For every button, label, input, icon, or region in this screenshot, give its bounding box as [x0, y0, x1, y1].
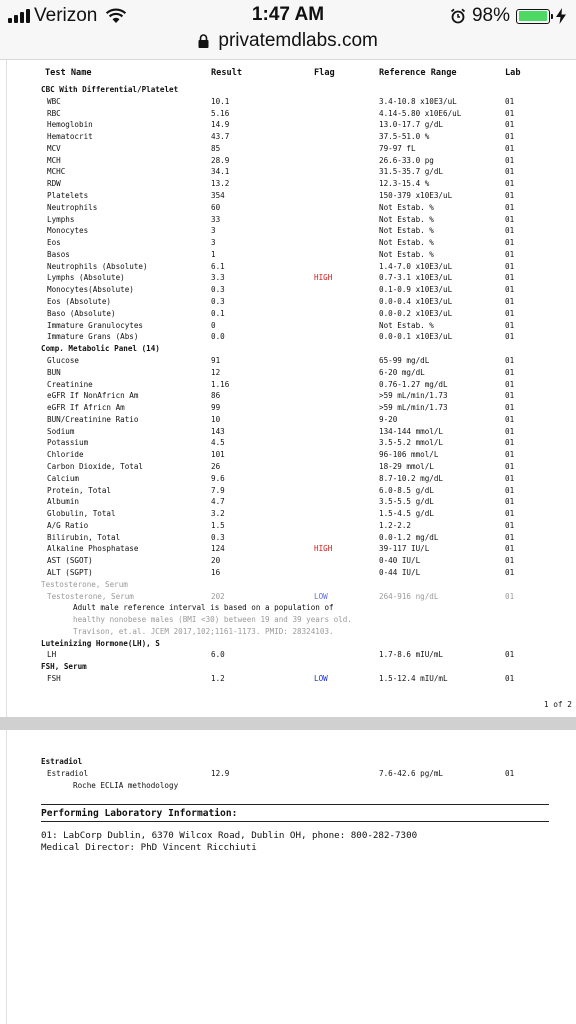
- test-name: Monocytes(Absolute): [47, 285, 134, 295]
- table-row: [7, 402, 576, 414]
- lab-code: 01: [505, 120, 515, 130]
- carrier-name: Verizon: [34, 5, 98, 26]
- table-row: [7, 449, 576, 461]
- table-row: [7, 296, 576, 308]
- table-row: [7, 543, 576, 555]
- test-name: Sodium: [47, 426, 75, 436]
- test-name: Neutrophils (Absolute): [47, 261, 148, 271]
- section-header: [7, 638, 576, 650]
- table-row: [7, 473, 576, 485]
- table-row: [7, 225, 576, 237]
- test-name: Creatinine: [47, 379, 93, 389]
- lab-code: 01: [505, 214, 515, 224]
- reference-range: 96-106 mmol/L: [379, 450, 439, 460]
- result-value: 5.16: [211, 108, 230, 118]
- reference-range: 0.0-0.4 x10E3/uL: [379, 297, 453, 307]
- table-row: [7, 567, 576, 579]
- reference-range: >59 mL/min/1.73: [379, 391, 448, 401]
- table-row: [7, 272, 576, 284]
- test-name: Basos: [47, 249, 70, 259]
- result-value: 12.9: [211, 769, 230, 778]
- test-name: Glucose: [47, 355, 80, 365]
- test-name: WBC: [47, 96, 61, 106]
- reference-range: 37.5-51.0 %: [379, 132, 430, 142]
- reference-range: 0.1-0.9 x10E3/uL: [379, 285, 453, 295]
- table-row: [7, 768, 576, 780]
- result-value: 1: [211, 249, 216, 259]
- reference-range: 31.5-35.7 g/dL: [379, 167, 444, 177]
- test-name: Globulin, Total: [47, 509, 116, 519]
- reference-range: 0.0-1.2 mg/dL: [379, 532, 439, 542]
- result-value: 4.5: [211, 438, 225, 448]
- reference-range: 1.2-2.2: [379, 520, 412, 530]
- reference-range: 264-916 ng/dL: [379, 591, 439, 601]
- result-value: 3: [211, 226, 216, 236]
- table-row: [7, 131, 576, 143]
- result-value: 16: [211, 567, 221, 577]
- reference-range: 3.4-10.8 x10E3/uL: [379, 96, 457, 106]
- test-name: LH: [47, 650, 57, 660]
- reference-range: 0-40 IU/L: [379, 556, 421, 566]
- test-name: Bilirubin, Total: [47, 532, 121, 542]
- lab-code: 01: [505, 532, 515, 542]
- reference-range: Not Estab. %: [379, 226, 434, 236]
- lab-code: 01: [505, 473, 515, 483]
- col-flag: Flag: [314, 68, 335, 78]
- reference-range: 6-20 mg/dL: [379, 367, 425, 377]
- table-row: [7, 414, 576, 426]
- result-value: 0.3: [211, 285, 225, 295]
- table-row: [7, 202, 576, 214]
- table-row: [7, 143, 576, 155]
- lab-code: 01: [505, 769, 515, 778]
- result-value: 9.6: [211, 473, 225, 483]
- table-row: [7, 485, 576, 497]
- battery-fill: [519, 11, 547, 21]
- url-text: privatemdlabs.com: [218, 30, 378, 51]
- result-note: [7, 626, 576, 638]
- test-name: AST (SGOT): [47, 556, 93, 566]
- flag-badge: LOW: [314, 674, 328, 683]
- table-row: [7, 214, 576, 226]
- note-text: Adult male reference interval is based on a population of: [73, 603, 334, 613]
- test-name: Platelets: [47, 191, 89, 201]
- section-title: Estradiol: [41, 757, 83, 766]
- test-name: FSH: [47, 674, 61, 683]
- lab-code: 01: [505, 273, 515, 283]
- table-row: [7, 437, 576, 449]
- table-row: [7, 331, 576, 343]
- result-value: 101: [211, 450, 225, 460]
- section-header: [7, 84, 576, 96]
- table-row: [7, 108, 576, 120]
- result-value: 99: [211, 403, 221, 413]
- table-row: [7, 461, 576, 473]
- test-name: Carbon Dioxide, Total: [47, 461, 144, 471]
- lab-code: 01: [505, 167, 515, 177]
- result-value: 14.9: [211, 120, 230, 130]
- lab-code: 01: [505, 544, 515, 554]
- test-name: Lymphs: [47, 214, 75, 224]
- lab-code: 01: [505, 297, 515, 307]
- lab-code: 01: [505, 567, 515, 577]
- test-name: eGFR If NonAfricn Am: [47, 391, 139, 401]
- section-title: Testosterone, Serum: [41, 579, 128, 589]
- lab-code: 01: [505, 379, 515, 389]
- lab-code: 01: [505, 674, 515, 683]
- lab-code: 01: [505, 202, 515, 212]
- table-row: [7, 261, 576, 273]
- lab-code: 01: [505, 108, 515, 118]
- result-value: 6.1: [211, 261, 225, 271]
- result-value: 60: [211, 202, 221, 212]
- result-value: 26: [211, 461, 221, 471]
- result-value: 0: [211, 320, 216, 330]
- test-name: RBC: [47, 108, 61, 118]
- page-separator: [0, 717, 576, 730]
- test-name: Monocytes: [47, 226, 89, 236]
- result-value: 124: [211, 544, 225, 554]
- lab-code: 01: [505, 132, 515, 142]
- table-row: [7, 520, 576, 532]
- lab-code: 01: [505, 414, 515, 424]
- reference-range: 39-117 IU/L: [379, 544, 430, 554]
- reference-range: 1.5-12.4 mIU/mL: [379, 674, 448, 683]
- reference-range: 134-144 mmol/L: [379, 426, 444, 436]
- section-title: Comp. Metabolic Panel (14): [41, 344, 160, 354]
- table-row: [7, 508, 576, 520]
- browser-top-bar: [0, 0, 576, 60]
- lab-code: 01: [505, 179, 515, 189]
- result-value: 1.2: [211, 674, 225, 683]
- reference-range: Not Estab. %: [379, 320, 434, 330]
- lab-code: 01: [505, 426, 515, 436]
- table-row: [7, 237, 576, 249]
- lab-code: 01: [505, 155, 515, 165]
- test-name: Estradiol: [47, 769, 89, 778]
- lab-code: 01: [505, 403, 515, 413]
- lab-code: 01: [505, 367, 515, 377]
- result-note: [7, 614, 576, 626]
- test-name: MCV: [47, 143, 61, 153]
- result-value: 85: [211, 143, 221, 153]
- lab-code: 01: [505, 143, 515, 153]
- result-value: 3.2: [211, 509, 225, 519]
- test-name: Alkaline Phosphatase: [47, 544, 139, 554]
- col-lab: Lab: [505, 68, 521, 78]
- table-row: [7, 496, 576, 508]
- test-name: Neutrophils: [47, 202, 98, 212]
- reference-range: 26.6-33.0 pg: [379, 155, 434, 165]
- report-page-2: [6, 730, 576, 1024]
- lab-code: 01: [505, 461, 515, 471]
- lab-code: 01: [505, 650, 515, 660]
- test-name: Immature Granulocytes: [47, 320, 144, 330]
- lab-code: 01: [505, 591, 515, 601]
- test-name: BUN: [47, 367, 61, 377]
- section-title: FSH, Serum: [41, 662, 87, 672]
- test-name: eGFR If Africn Am: [47, 403, 125, 413]
- test-name: Calcium: [47, 473, 80, 483]
- test-name: Testosterone, Serum: [47, 591, 134, 601]
- lab-code: 01: [505, 191, 515, 201]
- test-name: Potassium: [47, 438, 89, 448]
- reference-range: Not Estab. %: [379, 238, 434, 248]
- note-text: Roche ECLIA methodology: [73, 781, 179, 790]
- lab-code: 01: [505, 261, 515, 271]
- table-row: [7, 426, 576, 438]
- table-row: [7, 166, 576, 178]
- table-row: [7, 284, 576, 296]
- lab-code: 01: [505, 226, 515, 236]
- test-name: ALT (SGPT): [47, 567, 93, 577]
- reference-range: 9-20: [379, 414, 398, 424]
- col-test-name: Test Name: [45, 68, 92, 78]
- test-name: Hematocrit: [47, 132, 93, 142]
- result-value: 4.7: [211, 497, 225, 507]
- flag-badge: HIGH: [314, 544, 333, 554]
- test-name: Chloride: [47, 450, 84, 460]
- result-value: 10: [211, 414, 221, 424]
- result-value: 143: [211, 426, 225, 436]
- result-value: 6.0: [211, 650, 225, 660]
- reference-range: 6.0-8.5 g/dL: [379, 485, 434, 495]
- lock-icon: [198, 34, 209, 48]
- reference-range: 3.5-5.2 mmol/L: [379, 438, 444, 448]
- col-reference-range: Reference Range: [379, 68, 457, 78]
- table-row: [7, 379, 576, 391]
- lab-code: 01: [505, 450, 515, 460]
- section-header: [7, 661, 576, 673]
- table-row: [7, 555, 576, 567]
- note-text: healthy nonobese males (BMI <30) between 19 and 39 years old.: [73, 615, 352, 625]
- table-row: [7, 649, 576, 661]
- reference-range: 0-44 IU/L: [379, 567, 421, 577]
- section-header: [7, 579, 576, 591]
- lab-code: 01: [505, 96, 515, 106]
- result-value: 12: [211, 367, 221, 377]
- result-note: [7, 780, 576, 792]
- reference-range: 0.7-3.1 x10E3/uL: [379, 273, 453, 283]
- table-row: [7, 96, 576, 108]
- reference-range: Not Estab. %: [379, 214, 434, 224]
- reference-range: 1.4-7.0 x10E3/uL: [379, 261, 453, 271]
- reference-range: 13.0-17.7 g/dL: [379, 120, 444, 130]
- divider: [41, 804, 549, 805]
- reference-range: >59 mL/min/1.73: [379, 403, 448, 413]
- reference-range: 1.5-4.5 g/dL: [379, 509, 434, 519]
- reference-range: 1.7-8.6 mIU/mL: [379, 650, 444, 660]
- result-value: 354: [211, 191, 225, 201]
- section-title: CBC With Differential/Platelet: [41, 85, 179, 94]
- result-note: [7, 602, 576, 614]
- result-value: 13.2: [211, 179, 230, 189]
- battery-percent: 98%: [471, 5, 510, 26]
- table-row: [7, 532, 576, 544]
- result-value: 91: [211, 355, 221, 365]
- result-value: 86: [211, 391, 221, 401]
- flag-badge: HIGH: [314, 273, 333, 283]
- table-row: [7, 591, 576, 603]
- reference-range: 65-99 mg/dL: [379, 355, 430, 365]
- test-name: RDW: [47, 179, 61, 189]
- reference-range: Not Estab. %: [379, 202, 434, 212]
- address-bar[interactable]: [0, 30, 576, 52]
- test-name: Baso (Absolute): [47, 308, 116, 318]
- reference-range: 150-379 x10E3/uL: [379, 191, 453, 201]
- page-number: 1 of 2: [543, 700, 572, 709]
- charging-bolt-icon: [556, 8, 566, 24]
- table-row: [7, 355, 576, 367]
- table-row: [7, 119, 576, 131]
- reference-range: 0.0-0.1 x10E3/uL: [379, 332, 453, 342]
- lab-code: 01: [505, 438, 515, 448]
- lab-code: 01: [505, 391, 515, 401]
- lab-code: 01: [505, 332, 515, 342]
- table-row: [7, 390, 576, 402]
- result-value: 0.0: [211, 332, 225, 342]
- test-name: Eos: [47, 238, 61, 248]
- reference-range: 0.76-1.27 mg/dL: [379, 379, 448, 389]
- result-value: 0.1: [211, 308, 225, 318]
- test-name: A/G Ratio: [47, 520, 89, 530]
- result-value: 34.1: [211, 167, 230, 177]
- section-title: Luteinizing Hormone(LH), S: [41, 638, 160, 648]
- reference-range: 7.6-42.6 pg/mL: [379, 769, 444, 778]
- lab-code: 01: [505, 497, 515, 507]
- table-row: [7, 190, 576, 202]
- performing-lab-address: 01: LabCorp Dublin, 6370 Wilcox Road, Dublin OH, phone: 800-282-7300: [41, 830, 418, 841]
- test-name: MCHC: [47, 167, 66, 177]
- lab-code: 01: [505, 556, 515, 566]
- table-row: [7, 249, 576, 261]
- table-row: [7, 673, 576, 685]
- reference-range: 4.14-5.80 x10E6/uL: [379, 108, 462, 118]
- reference-range: Not Estab. %: [379, 249, 434, 259]
- lab-code: 01: [505, 285, 515, 295]
- alarm-icon: [450, 8, 466, 24]
- lab-code: 01: [505, 320, 515, 330]
- result-value: 1.5: [211, 520, 225, 530]
- result-value: 33: [211, 214, 221, 224]
- col-result: Result: [211, 68, 243, 78]
- section-header: [7, 343, 576, 355]
- table-row: [7, 320, 576, 332]
- medical-director: Medical Director: PhD Vincent Ricchiuti: [41, 842, 257, 853]
- divider: [41, 821, 549, 822]
- reference-range: 8.7-10.2 mg/dL: [379, 473, 444, 483]
- result-value: 0.3: [211, 532, 225, 542]
- test-name: Eos (Absolute): [47, 297, 112, 307]
- note-text: Travison, et.al. JCEM 2017,102;1161-1173. PMID: 28324103.: [73, 626, 334, 636]
- battery-icon: [516, 9, 550, 24]
- result-value: 3: [211, 238, 216, 248]
- reference-range: 3.5-5.5 g/dL: [379, 497, 434, 507]
- test-name: Lymphs (Absolute): [47, 273, 125, 283]
- clock: 1:47 AM: [251, 4, 325, 25]
- lab-code: 01: [505, 238, 515, 248]
- table-row: [7, 178, 576, 190]
- result-value: 43.7: [211, 132, 230, 142]
- result-value: 202: [211, 591, 225, 601]
- performing-lab-title: Performing Laboratory Information:: [41, 808, 238, 819]
- lab-code: 01: [505, 485, 515, 495]
- test-name: Albumin: [47, 497, 80, 507]
- lab-code: 01: [505, 509, 515, 519]
- test-name: BUN/Creatinine Ratio: [47, 414, 139, 424]
- test-name: MCH: [47, 155, 61, 165]
- result-value: 3.3: [211, 273, 225, 283]
- report-page-1: [6, 60, 576, 717]
- lab-code: 01: [505, 308, 515, 318]
- reference-range: 0.0-0.2 x10E3/uL: [379, 308, 453, 318]
- table-row: [7, 367, 576, 379]
- status-right: [450, 5, 566, 27]
- result-value: 7.9: [211, 485, 225, 495]
- reference-range: 12.3-15.4 %: [379, 179, 430, 189]
- test-name: Hemoglobin: [47, 120, 93, 130]
- result-value: 1.16: [211, 379, 230, 389]
- table-row: [7, 308, 576, 320]
- section-header: [7, 756, 576, 768]
- test-name: Immature Grans (Abs): [47, 332, 139, 342]
- lab-code: 01: [505, 520, 515, 530]
- result-value: 28.9: [211, 155, 230, 165]
- lab-code: 01: [505, 249, 515, 259]
- result-value: 10.1: [211, 96, 230, 106]
- table-header: [7, 67, 576, 79]
- flag-badge: LOW: [314, 591, 328, 601]
- reference-range: 79-97 fL: [379, 143, 416, 153]
- result-value: 20: [211, 556, 221, 566]
- lab-code: 01: [505, 355, 515, 365]
- table-row: [7, 155, 576, 167]
- test-name: Protein, Total: [47, 485, 112, 495]
- result-value: 0.3: [211, 297, 225, 307]
- reference-range: 18-29 mmol/L: [379, 461, 434, 471]
